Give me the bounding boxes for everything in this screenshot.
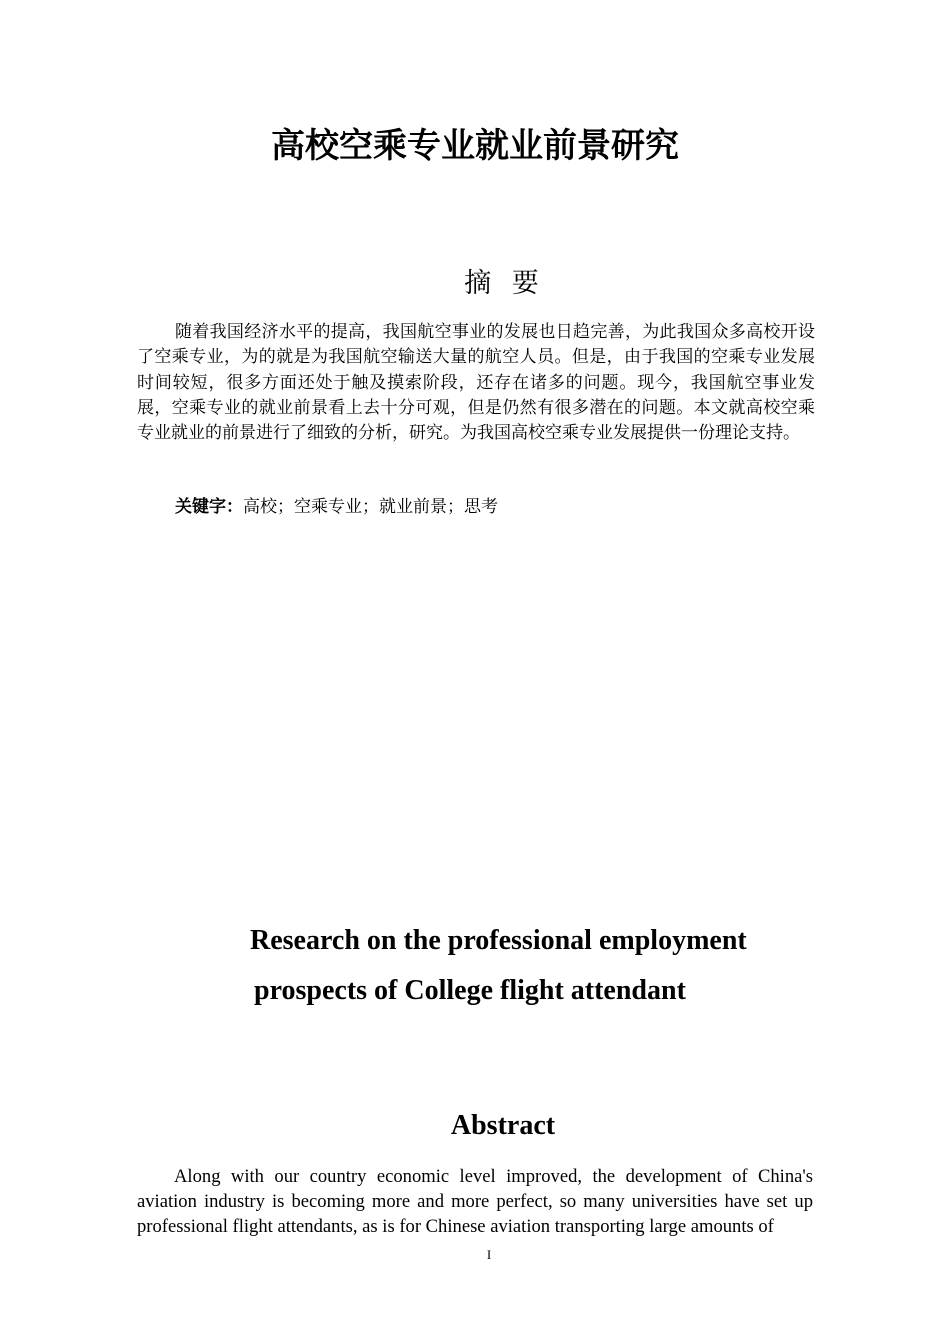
chinese-abstract-body: 随着我国经济水平的提高，我国航空事业的发展也日趋完善，为此我国众多高校开设了空乘专业，为的就是为我国航空输送大量的航空人员。但是，由于我国的空乘专业发展时间较短，很多方面还处于触及摸索阶段，还存在诸多的问题。现今，我国航空事业发展，空乘专业的就业前景看上去十分可观，但是仍然有很多潜在的问题。本文就高校空乘专业就业的前景进行了细致的分析，研究。为我国高校空乘专业发展提供一份理论支持。 (137, 322, 815, 444)
chinese-keywords (175, 494, 498, 520)
english-abstract-body: Along with our country economic level improved, the development of China's aviation industry is becoming more and more perfect, so many universities have set up professional flight attendants, as is for Chinese aviation transporting large amounts of (137, 1166, 813, 1237)
keywords-value: 高校；空乘专业；就业前景；思考 (243, 497, 498, 517)
english-title-line-1: Research on the professional employment (250, 925, 747, 956)
chinese-abstract-heading: 摘 要 (464, 268, 545, 299)
chinese-title: 高校空乘专业就业前景研究 (271, 126, 679, 166)
english-title (250, 916, 810, 1016)
page-number: I (486, 1247, 492, 1262)
keywords-label: 关键字： (175, 497, 243, 517)
english-title-line-2: prospects of College flight attendant (254, 975, 686, 1006)
english-abstract-heading: Abstract (450, 1110, 556, 1141)
